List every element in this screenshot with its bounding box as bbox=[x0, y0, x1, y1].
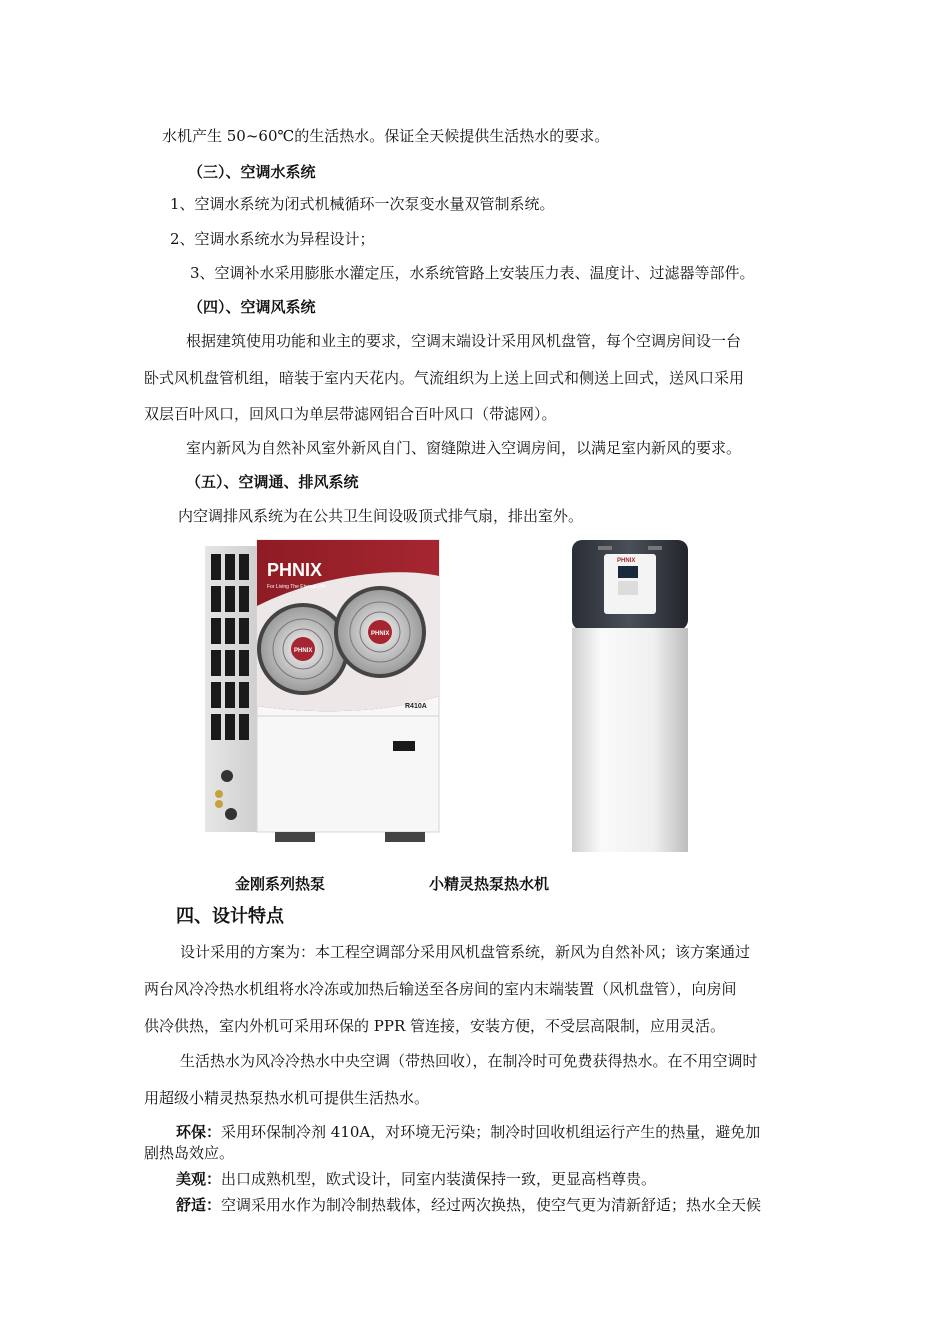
paragraph-line: 剧热岛效应。 bbox=[144, 1144, 235, 1162]
feature-text: 空调采用水作为制冷制热载体，经过两次换热，使空气更为清新舒适；热水全天候 bbox=[221, 1196, 762, 1214]
brand-logo: PHNIX bbox=[617, 558, 636, 564]
water-heater-image bbox=[570, 536, 690, 854]
feature-text: 出口成熟机型，欧式设计，同室内装潢保持一致，更显高档尊贵。 bbox=[221, 1170, 657, 1188]
feature-label: 美观： bbox=[176, 1170, 222, 1188]
paragraph-line: 2、空调水系统水为异程设计； bbox=[170, 230, 375, 248]
refrigerant-label: R410A bbox=[405, 703, 427, 710]
paragraph-line: 设计采用的方案为：本工程空调部分采用风机盘管系统，新风为自然补风；该方案通过 bbox=[180, 943, 751, 961]
display-panel bbox=[393, 741, 415, 751]
paragraph-line: 1、空调水系统为闭式机械循环一次泵变水量双管制系统。 bbox=[170, 195, 555, 213]
image-caption: 小精灵热泵热水机 bbox=[429, 875, 550, 893]
feature-comfort bbox=[176, 1195, 761, 1215]
paragraph-line: 供冷供热，室内外机可采用环保的 PPR 管连接，安装方便，不受层高限制，应用灵活。 bbox=[144, 1017, 726, 1035]
feature-environmental bbox=[176, 1122, 760, 1142]
paragraph-line: 内空调排风系统为在公共卫生间设吸顶式排气扇，排出室外。 bbox=[178, 507, 584, 525]
brand-logo: PHNIX bbox=[267, 560, 323, 580]
paragraph-line: 卧式风机盘管机组，暗装于室内天花内。气流组织为上送上回式和侧送上回式，送风口采用 bbox=[144, 369, 745, 387]
fan-badge: PHNIX bbox=[294, 648, 313, 654]
section-heading: （五）、空调通、排风系统 bbox=[186, 473, 359, 491]
paragraph-line: 生活热水为风冷冷热水中央空调（带热回收），在制冷时可免费获得热水。在不用空调时 bbox=[180, 1052, 758, 1070]
paragraph-line: 室内新风为自然补风室外新风自门、窗缝隙进入空调房间，以满足室内新风的要求。 bbox=[186, 439, 742, 457]
fan-badge: PHNIX bbox=[371, 631, 390, 637]
paragraph-line: 两台风冷冷热水机组将水冷冻或加热后输送至各房间的室内末端装置（风机盘管），向房间 bbox=[144, 980, 737, 998]
paragraph-line: 根据建筑使用功能和业主的要求，空调末端设计采用风机盘管，每个空调房间设一台 bbox=[186, 332, 742, 350]
section-heading: （三）、空调水系统 bbox=[188, 163, 316, 181]
image-caption: 金刚系列热泵 bbox=[235, 875, 326, 893]
control-display bbox=[618, 566, 638, 578]
section-heading: （四）、空调风系统 bbox=[188, 298, 316, 316]
paragraph-line: 双层百叶风口，回风口为单层带滤网铝合百叶风口（带滤网）。 bbox=[144, 405, 557, 423]
section-heading: 四、设计特点 bbox=[176, 906, 284, 927]
feature-text: 采用环保制冷剂 410A，对环境无污染；制冷时回收机组运行产生的热量，避免加 bbox=[221, 1123, 761, 1141]
brand-slogan: For Living The Eternal Life bbox=[267, 584, 326, 590]
paragraph-line: 3、空调补水采用膨胀水灌定压，水系统管路上安装压力表、温度计、过滤器等部件。 bbox=[190, 264, 755, 282]
paragraph-line: 水机产生 50~60℃的生活热水。保证全天候提供生活热水的要求。 bbox=[162, 127, 610, 145]
feature-label: 舒适： bbox=[176, 1196, 222, 1214]
feature-appearance bbox=[176, 1169, 656, 1189]
feature-label: 环保： bbox=[176, 1123, 222, 1141]
paragraph-line: 用超级小精灵热泵热水机可提供生活热水。 bbox=[144, 1089, 430, 1107]
heat-pump-unit-image bbox=[205, 536, 445, 846]
